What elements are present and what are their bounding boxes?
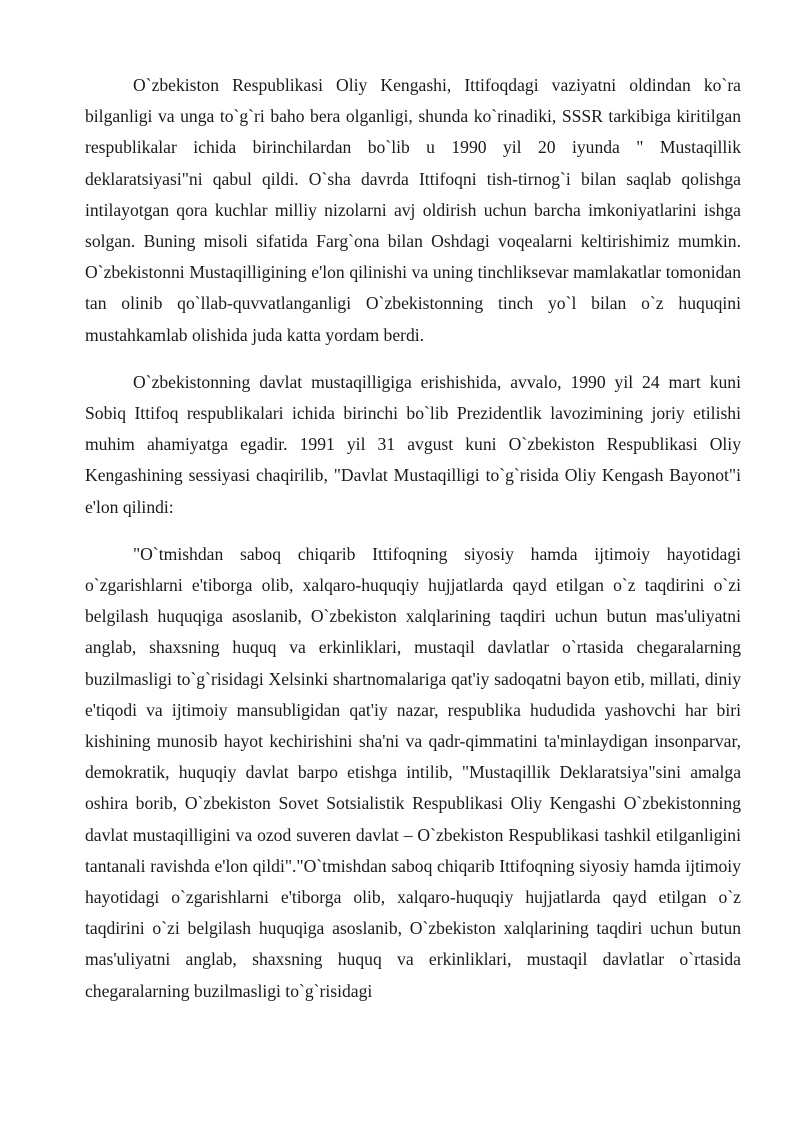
paragraph-3: "O`tmishdan saboq chiqarib Ittifoqning siyosiy hamda ijtimoiy hayotidagi o`zgarishlarni e'tiborga olib, xalqaro-huquqiy hujjatlarda qayd etilgan o`z taqdirini o`zi belgilash huquqiga asoslanib, O`zbekiston xalqlarining taqdiri uchun butun mas'uliyatni anglab, shaxsning huquq va erkinliklari, mustaqil davlatlar o`rtasida chegaralarning buzilmasligi to`g`risidagi Xelsinki shartnomalariga qat'iy sadoqatni bayon etib, millati, diniy e'tiqodi va ijtimoiy mansubligidan qat'iy nazar, respublika hududida yashovchi har biri kishining munosib hayot kechirishini sha'ni va qadr-qimmatini ta'minlaydigan insonparvar, demokratik, huquqiy davlat barpo etishga intilib, "Mustaqillik Deklaratsiya"sini amalga oshira borib, O`zbekiston Sovet Sotsialistik Respublikasi Oliy Kengashi O`zbekistonning davlat mustaqilligini va ozod suveren davlat – O`zbekiston Respublikasi tashkil etilganligini tantanali ravishda e'lon qildi"."O`tmishdan saboq chiqarib Ittifoqning siyosiy hamda ijtimoiy hayotidagi o`zgarishlarni e'tiborga olib, xalqaro-huquqiy hujjatlarda qayd etilgan o`z taqdirini o`zi belgilash huquqiga asoslanib, O`zbekiston xalqlarining taqdiri uchun butun mas'uliyatni anglab, shaxsning huquq va erkinliklari, mustaqil davlatlar o`rtasida chegaralarning buzilmasligi to`g`risidagi (85, 543, 741, 1001)
paragraph-1: O`zbekiston Respublikasi Oliy Kengashi, Ittifoqdagi vaziyatni oldindan ko`ra bilganligi va unga to`g`ri baho bera olganligi, shunda ko`rinadiki, SSSR tarkibiga kiritilgan respublikalar ichida birinchilardan bo`lib u 1990 yil 20 iyunda " Mustaqillik deklaratsiyasi"ni qabul qildi. O`sha davrda Ittifoqni tish-tirnog`i bilan saqlab qolishga intilayotgan qora kuchlar milliy nizolarni avj oldirish uchun barcha imkoniyatlarini ishga solgan. Buning misoli sifatida Farg`ona bilan Oshdagi voqealarni keltirishimiz mumkin. O`zbekistonni Mustaqilligining e'lon qilinishi va uning tinchliksevar mamlakatlar tomonidan tan olinib qo`llab-quvvatlanganligi O`zbekistonning tinch yo`l bilan o`z huquqini mustahkamlab olishida juda katta yordam berdi. (85, 75, 741, 345)
paragraph-2: O`zbekistonning davlat mustaqilligiga erishishida, avvalo, 1990 yil 24 mart kuni Sobiq Ittifoq respublikalari ichida birinchi bo`lib Prezidentlik lavozimining joriy etilishi muhim ahamiyatga egadir. 1991 yil 31 avgust kuni O`zbekiston Respublikasi Oliy Kengashining sessiyasi chaqirilib, "Davlat Mustaqilligi to`g`risida Oliy Kengash Bayonot"i e'lon qilindi: (85, 371, 741, 517)
document-page (85, 70, 741, 1007)
